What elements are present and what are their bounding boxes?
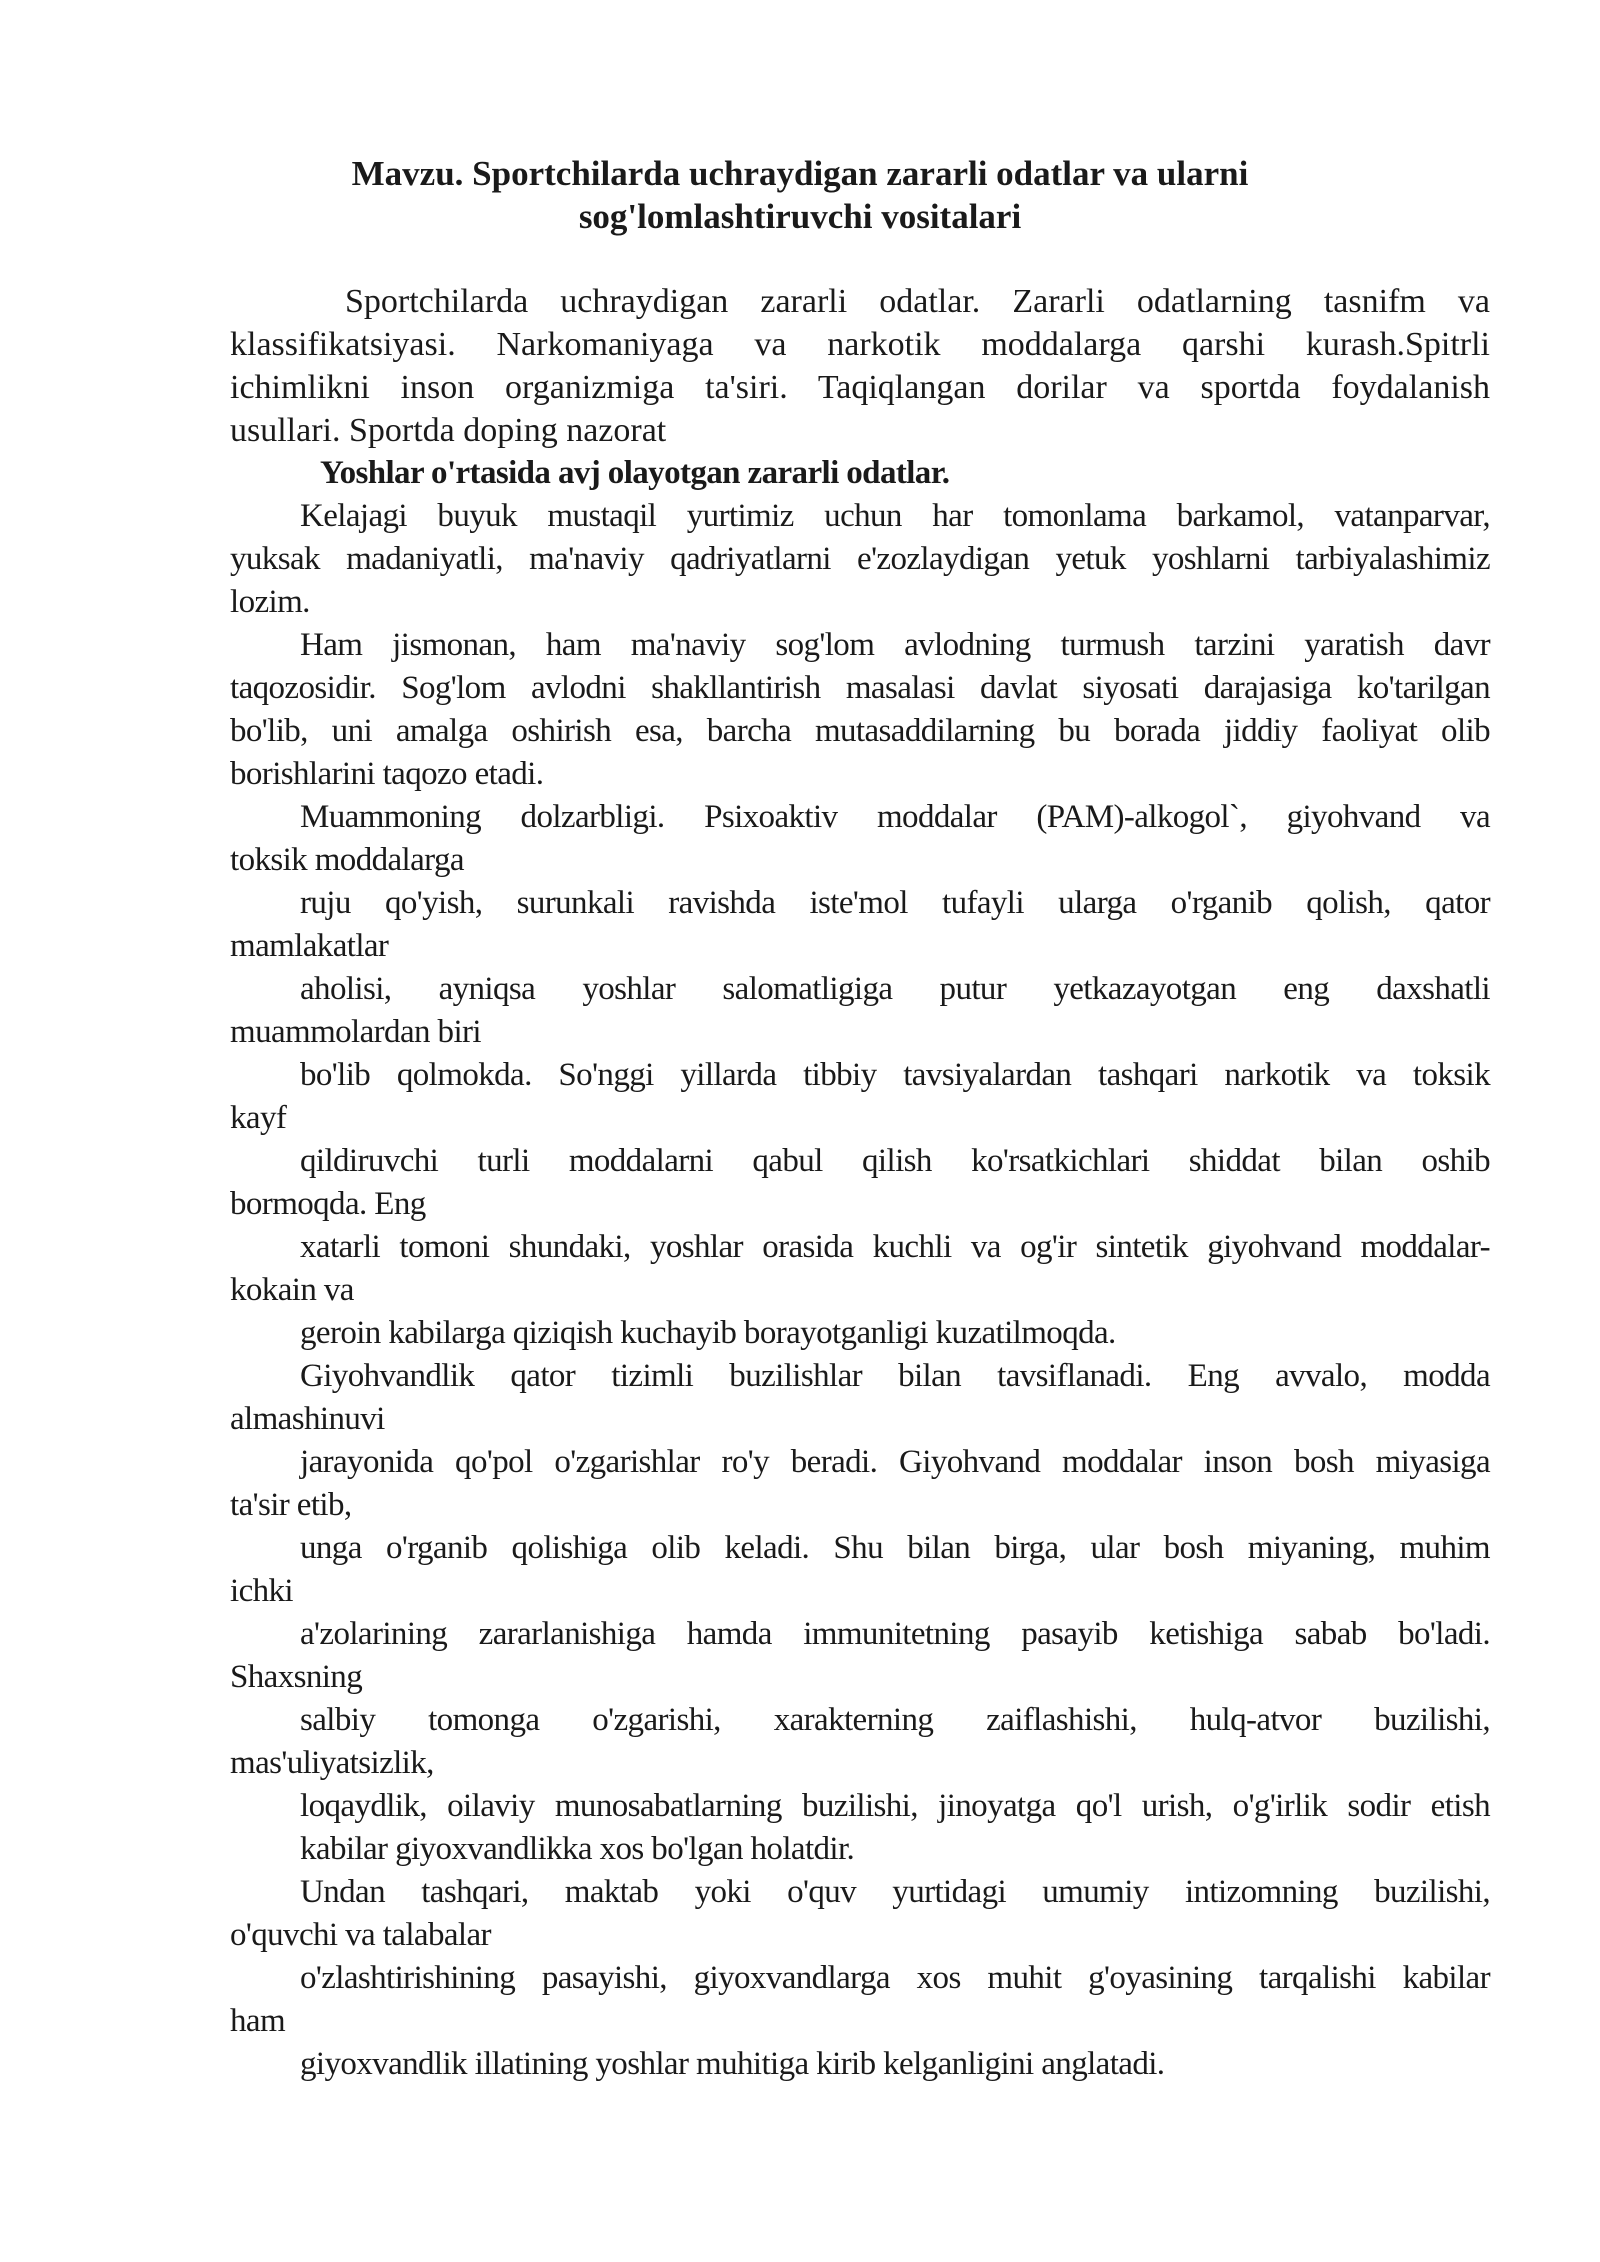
body-text-line: ham	[230, 2003, 286, 2039]
body-text-line: borishlarini taqozo etadi.	[230, 756, 544, 792]
body-text-line: Giyohvandlik qator tizimli buzilishlar bilan tavsiflanadi. Eng avvalo, modda	[300, 1358, 1490, 1394]
body-text-line: jarayonida qo'pol o'zgarishlar ro'y beradi. Giyohvand moddalar inson bosh miyasiga	[300, 1444, 1490, 1480]
body-text-line: giyoxvandlik illatining yoshlar muhitiga kirib kelganligini anglatadi.	[300, 2046, 1165, 2082]
body-text-line: aholisi, ayniqsa yoshlar salomatligiga putur yetkazayotgan eng daxshatli	[300, 971, 1490, 1007]
body-text-line: ichimlikni inson organizmiga ta'siri. Taqiqlangan dorilar va sportda foydalanish	[230, 369, 1490, 406]
body-text-line: kokain va	[230, 1272, 354, 1308]
body-text-line: o'zlashtirishining pasayishi, giyoxvandlarga xos muhit g'oyasining tarqalishi kabilar	[300, 1960, 1490, 1996]
body-text-line: Undan tashqari, maktab yoki o'quv yurtidagi umumiy intizomning buzilishi,	[300, 1874, 1490, 1910]
body-text-line: loqaydlik, oilaviy munosabatlarning buzilishi, jinoyatga qo'l urish, o'g'irlik sodir etish	[300, 1788, 1490, 1824]
body-text-line: xatarli tomoni shundaki, yoshlar orasida kuchli va og'ir sintetik giyohvand moddalar-	[300, 1229, 1490, 1265]
document-title-line-1: Mavzu. Sportchilarda uchraydigan zararli odatlar va ularni	[351, 154, 1249, 193]
body-text-line: yuksak madaniyatli, ma'naviy qadriyatlarni e'zozlaydigan yetuk yoshlarni tarbiyalashimiz	[230, 541, 1490, 577]
body-text-line: muammolardan biri	[230, 1014, 481, 1050]
section-heading: Yoshlar o'rtasida avj olayotgan zararli odatlar.	[320, 455, 950, 491]
body-text-line: Sportchilarda uchraydigan zararli odatlar. Zararli odatlarning tasnifm va	[345, 283, 1490, 320]
body-text-line: almashinuvi	[230, 1401, 385, 1437]
body-text-line: bo'lib qolmokda. So'nggi yillarda tibbiy tavsiyalardan tashqari narkotik va toksik	[300, 1057, 1490, 1093]
body-text-line: salbiy tomonga o'zgarishi, xarakterning zaiflashishi, hulq-atvor buzilishi,	[300, 1702, 1490, 1738]
body-text-line: kabilar giyoxvandlikka xos bo'lgan holatdir.	[300, 1831, 855, 1867]
body-text-line: a'zolarining zararlanishiga hamda immunitetning pasayib ketishiga sabab bo'ladi.	[300, 1616, 1490, 1652]
body-text-line: kayf	[230, 1100, 287, 1136]
body-text-line: usullari. Sportda doping nazorat	[230, 412, 667, 449]
body-text-line: qildiruvchi turli moddalarni qabul qilish ko'rsatkichlari shiddat bilan oshib	[300, 1143, 1490, 1179]
body-text-line: ruju qo'yish, surunkali ravishda iste'mol tufayli ularga o'rganib qolish, qator	[300, 885, 1490, 921]
body-text-line: mamlakatlar	[230, 928, 389, 964]
body-text-line: lozim.	[230, 584, 310, 620]
document-title-line-2: sog'lomlashtiruvchi vositalari	[578, 197, 1022, 236]
body-text-line: ta'sir etib,	[230, 1487, 352, 1523]
body-text-line: Kelajagi buyuk mustaqil yurtimiz uchun har tomonlama barkamol, vatanparvar,	[300, 498, 1490, 534]
body-text-line: Shaxsning	[230, 1659, 363, 1695]
body-text-line: toksik moddalarga	[230, 842, 464, 878]
body-text-line: Muammoning dolzarbligi. Psixoaktiv moddalar (PAM)-alkogol`, giyohvand va	[300, 799, 1490, 835]
body-text-line: Ham jismonan, ham ma'naviy sog'lom avlodning turmush tarzini yaratish davr	[300, 627, 1490, 663]
body-text-line: bo'lib, uni amalga oshirish esa, barcha mutasaddilarning bu borada jiddiy faoliyat olib	[230, 713, 1490, 749]
body-text-line: o'quvchi va talabalar	[230, 1917, 491, 1953]
body-text-line: unga o'rganib qolishiga olib keladi. Shu bilan birga, ular bosh miyaning, muhim	[300, 1530, 1490, 1566]
body-text-line: klassifikatsiyasi. Narkomaniyaga va narkotik moddalarga qarshi kurash.Spitrli	[230, 326, 1490, 363]
body-text-line: ichki	[230, 1573, 293, 1609]
body-text-line: bormoqda. Eng	[230, 1186, 426, 1222]
body-text-line: geroin kabilarga qiziqish kuchayib borayotganligi kuzatilmoqda.	[300, 1315, 1116, 1351]
body-text-line: taqozosidir. Sog'lom avlodni shakllantirish masalasi davlat siyosati darajasiga ko'tarilgan	[230, 670, 1490, 706]
body-text-line: mas'uliyatsizlik,	[230, 1745, 434, 1781]
